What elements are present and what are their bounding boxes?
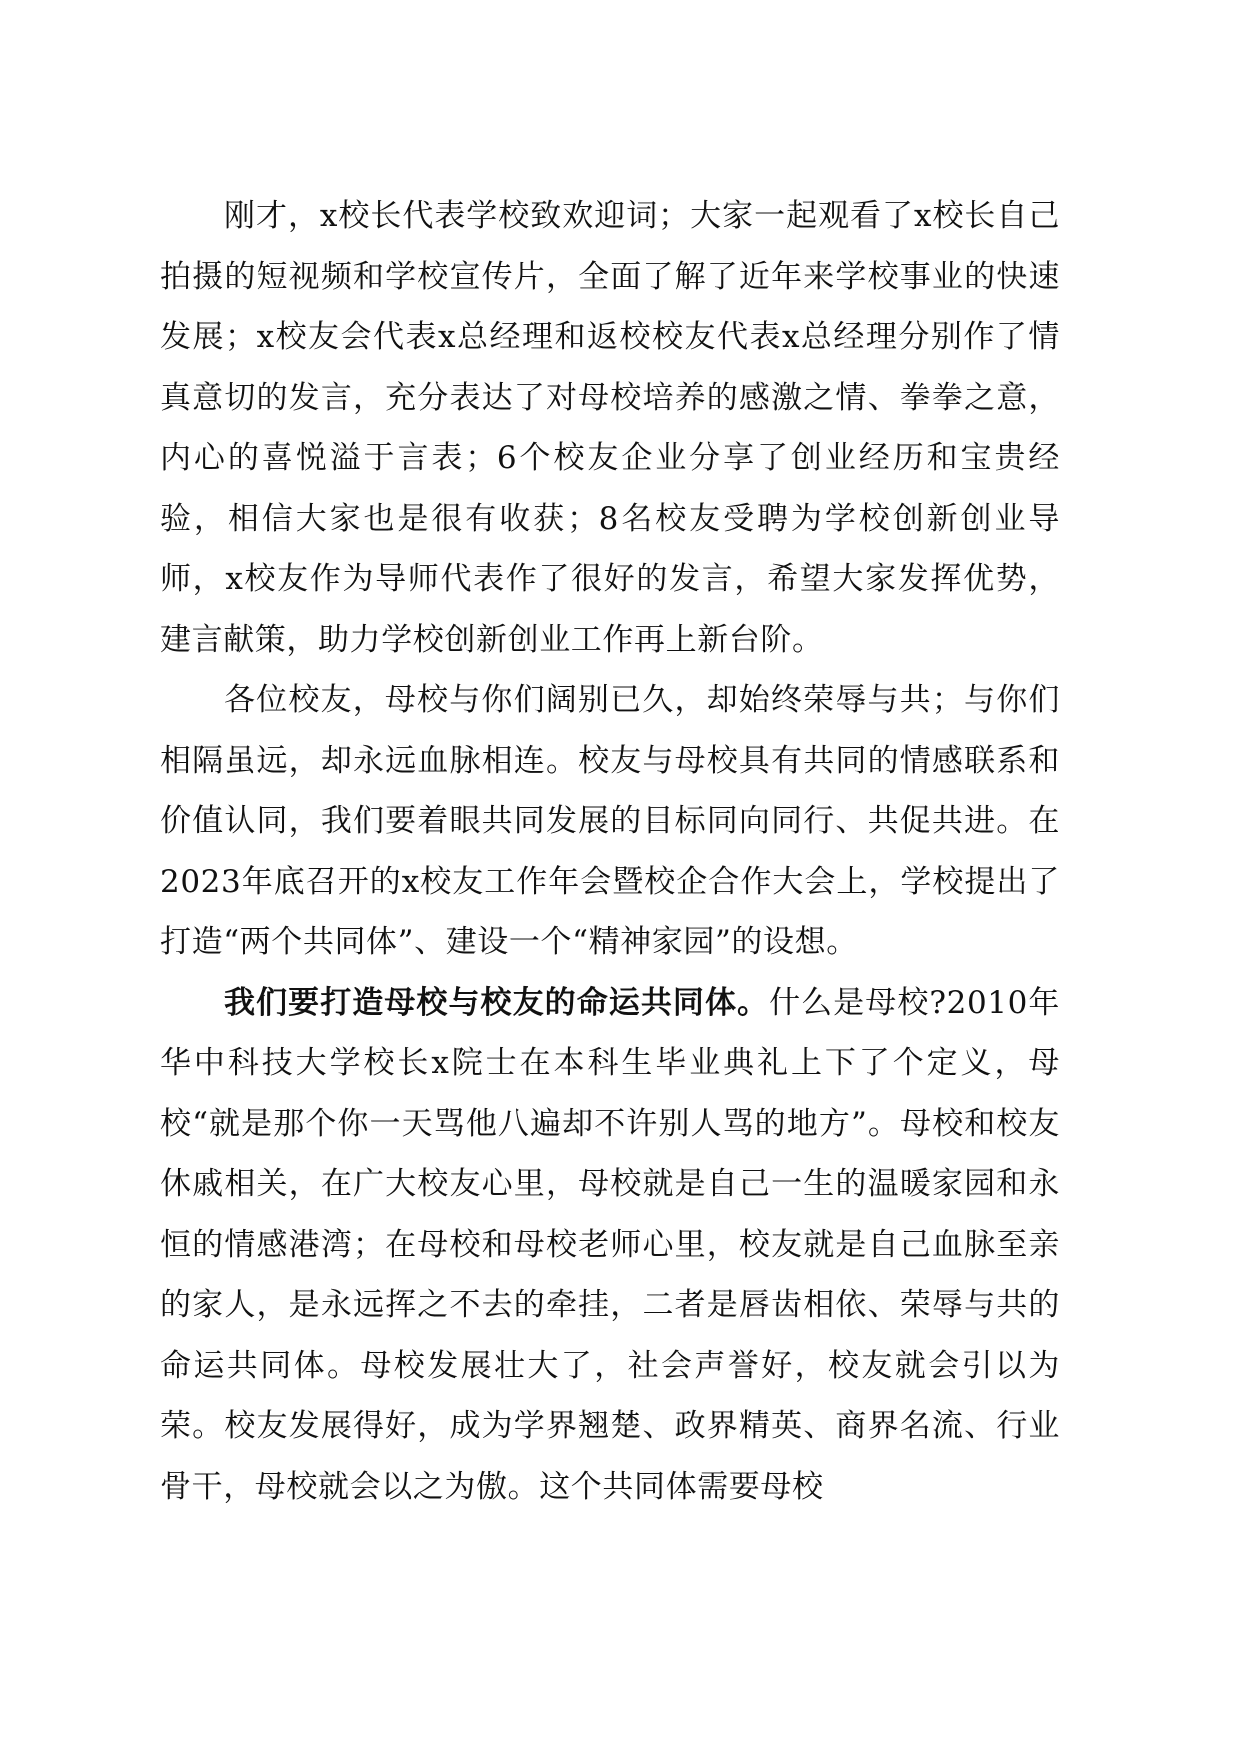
paragraph-1-text: 刚才，x校长代表学校致欢迎词；大家一起观看了x校长自己拍摄的短视频和学校宣传片，全面了解了近年来学校事业的快速发展；x校友会代表x总经理和返校校友代表x总经理分别作了情真意切的发言，充分表达了对母校培养的感激之情、拳拳之意，内心的喜悦溢于言表；6个校友企业分享了创业经历和宝贵经验，相信大家也是很有收获；8名校友受聘为学校创新创业导师，x校友作为导师代表作了很好的发言，希望大家发挥优势，建言献策，助力学校创新创业工作再上新台阶。	[160, 198, 1060, 658]
paragraph-3-lead-sentence: 我们要打造母校与校友的命运共同体。	[224, 984, 770, 1021]
paragraph-3-text: 什么是母校?2010年华中科技大学校长x院士在本科生毕业典礼上下了个定义，母校“就是那个你一天骂他八遍却不许别人骂的地方”。母校和校友休戚相关，在广大校友心里，母校就是自己一生的温暖家园和永恒的情感港湾；在母校和母校老师心里，校友就是自己血脉至亲的家人，是永远挥之不去的牵挂，二者是唇齿相依、荣辱与共的命运共同体。母校发展壮大了，社会声誉好，校友就会引以为荣。校友发展得好，成为学界翘楚、政界精英、商界名流、行业骨干，母校就会以之为傲。这个共同体需要母校	[160, 984, 1060, 1505]
paragraph-3	[160, 973, 1060, 1518]
paragraph-1	[160, 186, 1060, 670]
paragraph-2	[160, 670, 1060, 973]
paragraph-2-text: 各位校友，母校与你们阔别已久，却始终荣辱与共；与你们相隔虽远，却永远血脉相连。校友与母校具有共同的情感联系和价值认同，我们要着眼共同发展的目标同向同行、共促共进。在2023年底召开的x校友工作年会暨校企合作大会上，学校提出了打造“两个共同体”、建设一个“精神家园”的设想。	[160, 682, 1060, 960]
document-body	[160, 186, 1060, 1517]
